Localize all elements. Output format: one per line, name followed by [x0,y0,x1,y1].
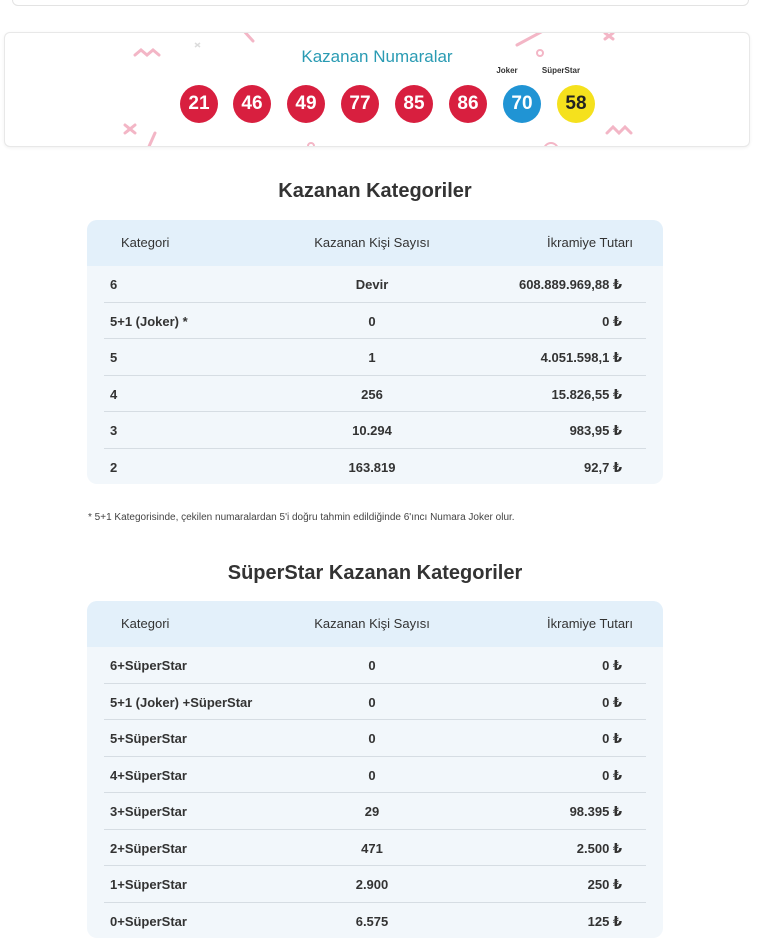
number-ball: 85 [395,85,433,123]
table-row [104,339,646,376]
superstar-categories-title: SüperStar Kazanan Kategoriler [227,562,523,584]
joker-footnote: * 5+1 Kategorisinde, çekilen numaralardan 5'i doğru tahmin edildiğinde 6'ıncı Numara Joker olur. [88,512,515,523]
cell-winner-count: 10.294 [352,423,392,438]
header-category: Kategori [121,235,170,250]
header-prize-amount: İkramiye Tutarı [547,616,633,631]
cell-category: 2+SüperStar [110,840,187,856]
joker-ball: 70 [503,85,541,123]
winning-numbers-card [4,32,750,147]
cell-winner-count: 29 [364,804,380,819]
cell-prize-amount: 983,95 ₺ [569,423,622,438]
cell-winner-count: 256 [361,386,383,402]
table-row [104,866,646,903]
cell-prize-amount: 2.500 ₺ [576,840,622,856]
cell-winner-count: 0 [368,694,376,710]
number-ball: 49 [287,85,325,123]
cell-category: 6+SüperStar [110,658,187,673]
table-row [104,793,646,830]
cell-category: 5 [110,350,118,365]
table-row [104,303,646,340]
cell-category: 6 [110,277,118,292]
table-header [87,220,663,266]
cell-winner-count: 6.575 [355,913,389,929]
joker-label: Joker [496,66,518,75]
table-row [104,412,646,449]
number-ball: 21 [180,85,218,123]
cell-prize-amount: 92,7 ₺ [584,459,622,475]
cell-category: 5+1 (Joker) * [110,313,188,329]
cell-prize-amount: 0 ₺ [602,313,622,329]
table-row [104,903,646,939]
cell-prize-amount: 0 ₺ [602,658,622,673]
header-category: Kategori [121,616,170,631]
cell-winner-count: 163.819 [348,459,396,475]
cell-winner-count: 0 [368,313,376,329]
table-row [104,720,646,757]
cell-prize-amount: 0 ₺ [602,694,622,710]
table-header [87,601,663,647]
table-row [104,376,646,413]
main-categories-table [87,220,663,484]
cell-category: 5+1 (Joker) +SüperStar [110,694,253,710]
table-row [104,757,646,794]
cell-prize-amount: 0 ₺ [602,767,622,783]
number-ball: 46 [233,85,271,123]
cell-winner-count: 2.900 [355,877,389,892]
superstar-ball: 58 [557,85,595,123]
superstar-categories-table [87,601,663,938]
cell-category: 4+SüperStar [110,767,187,783]
table-row [104,830,646,867]
cell-category: 0+SüperStar [110,913,187,929]
table-row [104,647,646,684]
cell-winner-count: Devir [355,277,389,292]
cell-winner-count: 0 [368,731,376,746]
cell-category: 4 [110,386,118,402]
previous-card-edge [12,0,749,6]
cell-prize-amount: 15.826,55 ₺ [551,386,622,402]
cell-winner-count: 1 [368,350,376,365]
header-winner-count: Kazanan Kişi Sayısı [314,616,430,631]
cell-prize-amount: 98.395 ₺ [569,804,622,819]
cell-category: 3+SüperStar [110,804,187,819]
cell-category: 3 [110,423,118,438]
table-row [104,266,646,303]
number-ball: 77 [341,85,379,123]
header-prize-amount: İkramiye Tutarı [547,235,633,250]
winning-numbers-title: Kazanan Numaralar [301,47,453,66]
table-row [104,684,646,721]
cell-prize-amount: 125 ₺ [587,913,622,929]
cell-category: 5+SüperStar [110,731,187,746]
superstar-label: SüperStar [541,66,581,75]
table-row [104,449,646,485]
number-ball: 86 [449,85,487,123]
main-categories-title: Kazanan Kategoriler [278,180,472,202]
cell-winner-count: 0 [368,658,376,673]
cell-category: 1+SüperStar [110,877,187,892]
cell-prize-amount: 4.051.598,1 ₺ [540,350,622,365]
cell-category: 2 [110,459,118,475]
cell-prize-amount: 608.889.969,88 ₺ [518,277,622,292]
cell-winner-count: 471 [361,840,383,856]
cell-prize-amount: 250 ₺ [587,877,622,892]
cell-prize-amount: 0 ₺ [602,731,622,746]
header-winner-count: Kazanan Kişi Sayısı [314,235,430,250]
cell-winner-count: 0 [368,767,376,783]
